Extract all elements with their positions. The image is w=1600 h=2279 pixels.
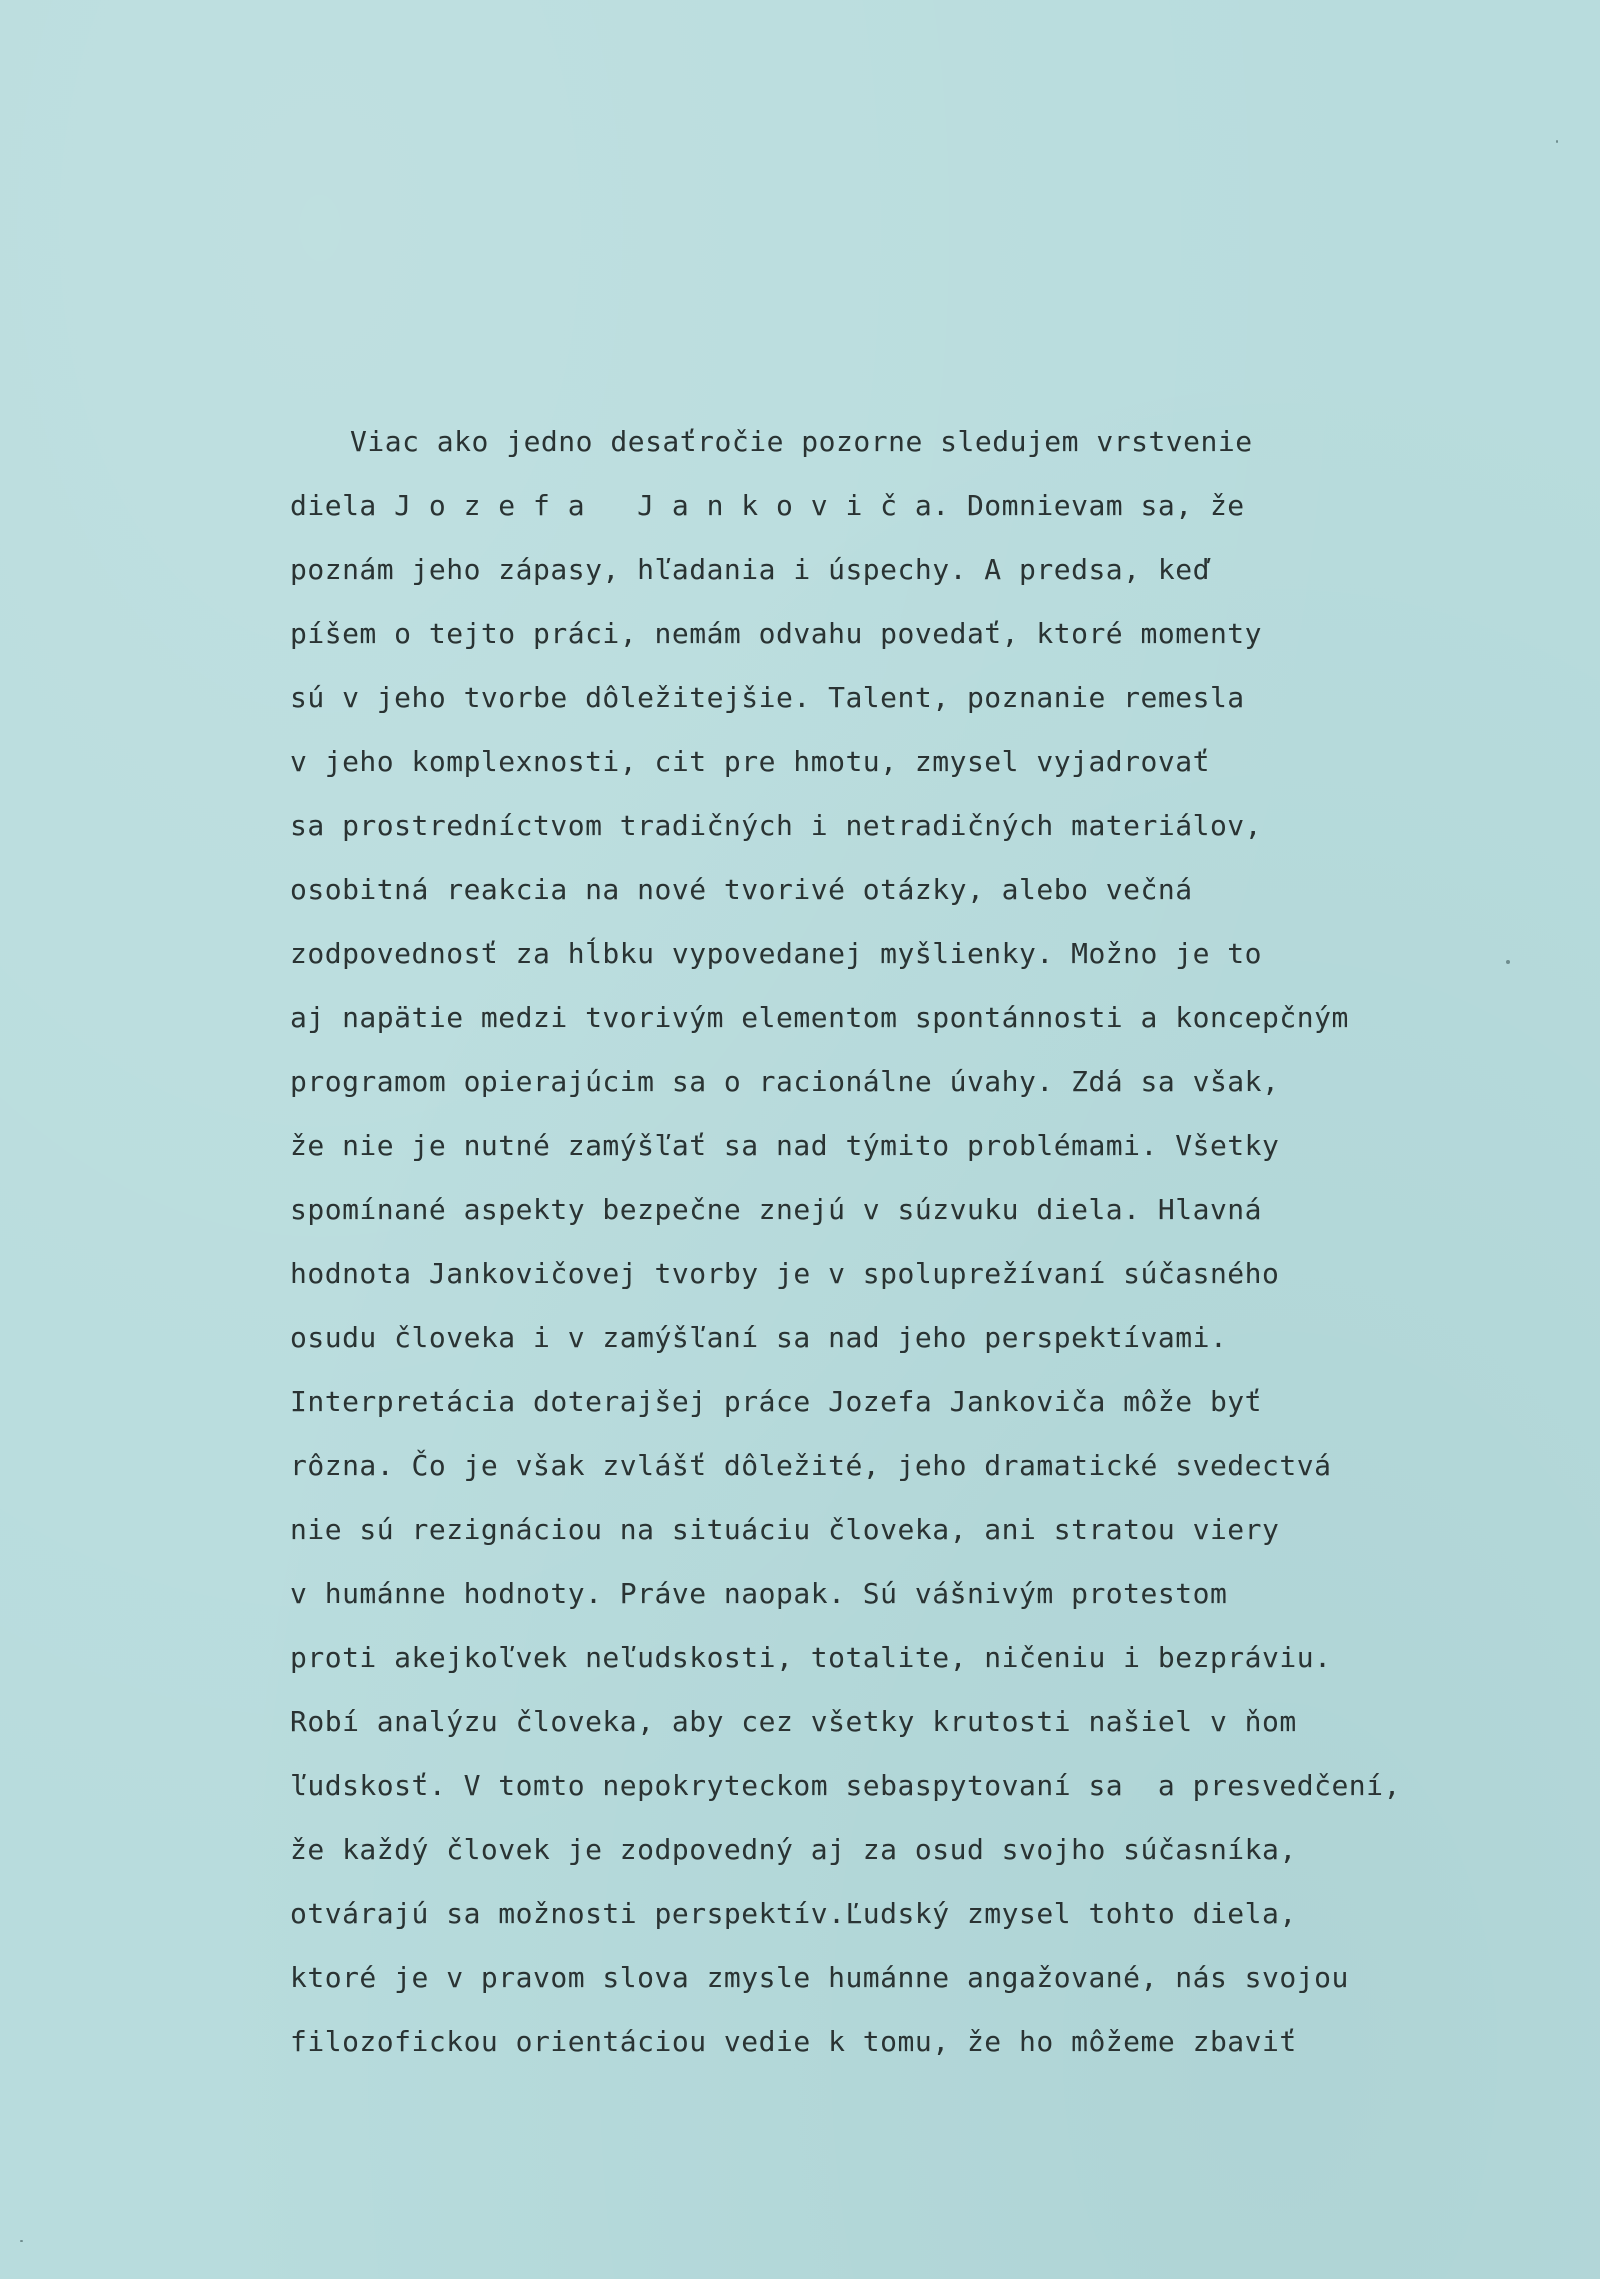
text-line: píšem o tejto práci, nemám odvahu povedať, ktoré momenty <box>290 617 1263 650</box>
paper-speck <box>1506 960 1510 964</box>
text-line: sú v jeho tvorbe dôležitejšie. Talent, poznanie remesla <box>290 681 1245 714</box>
paper-speck <box>1556 140 1558 143</box>
text-line: Interpretácia doterajšej práce Jozefa Jankoviča môže byť <box>290 1385 1263 1418</box>
text-line: sa prostredníctvom tradičných i netradičných materiálov, <box>290 809 1263 842</box>
text-line: že každý človek je zodpovedný aj za osud svojho súčasníka, <box>290 1833 1297 1866</box>
text-line: proti akejkoľvek neľudskosti, totalite, ničeniu i bezpráviu. <box>290 1641 1332 1674</box>
text-line: spomínané aspekty bezpečne znejú v súzvuku diela. Hlavná <box>290 1193 1263 1226</box>
text-line: ľudskosť. V tomto nepokryteckom sebaspytovaní sa a presvedčení, <box>290 1769 1401 1802</box>
text-line: nie sú rezignáciou na situáciu človeka, ani stratou viery <box>290 1513 1280 1546</box>
text-line: programom opierajúcim sa o racionálne úvahy. Zdá sa však, <box>290 1065 1280 1098</box>
text-line: rôzna. Čo je však zvlášť dôležité, jeho dramatické svedectvá <box>290 1449 1332 1482</box>
text-line: hodnota Jankovičovej tvorby je v spoluprežívaní súčasného <box>290 1257 1280 1290</box>
text-line: osobitná reakcia na nové tvorivé otázky, alebo večná <box>290 873 1193 906</box>
text-line: poznám jeho zápasy, hľadania i úspechy. A predsa, keď <box>290 553 1210 586</box>
text-line: Viac ako jedno desaťročie pozorne sledujem vrstvenie <box>350 425 1253 458</box>
text-line: otvárajú sa možnosti perspektív.Ľudský zmysel tohto diela, <box>290 1897 1297 1930</box>
text-line: že nie je nutné zamýšľať sa nad týmito problémami. Všetky <box>290 1129 1280 1162</box>
text-line: ktoré je v pravom slova zmysle humánne angažované, nás svojou <box>290 1961 1349 1994</box>
text-line: zodpovednosť za hĺbku vypovedanej myšlienky. Možno je to <box>290 937 1263 970</box>
text-line: aj napätie medzi tvorivým elementom spontánnosti a koncepčným <box>290 1001 1349 1034</box>
text-line: Robí analýzu človeka, aby cez všetky krutosti našiel v ňom <box>290 1705 1297 1738</box>
text-line: filozofickou orientáciou vedie k tomu, že ho môžeme zbaviť <box>290 2025 1297 2058</box>
text-line: v humánne hodnoty. Práve naopak. Sú vášnivým protestom <box>290 1577 1228 1610</box>
text-line: v jeho komplexnosti, cit pre hmotu, zmysel vyjadrovať <box>290 745 1210 778</box>
body-text <box>290 410 1490 2074</box>
paper-speck <box>20 2240 23 2242</box>
text-line: osudu človeka i v zamýšľaní sa nad jeho perspektívami. <box>290 1321 1228 1354</box>
text-line: diela J o z e f a J a n k o v i č a. Domnievam sa, že <box>290 489 1245 522</box>
